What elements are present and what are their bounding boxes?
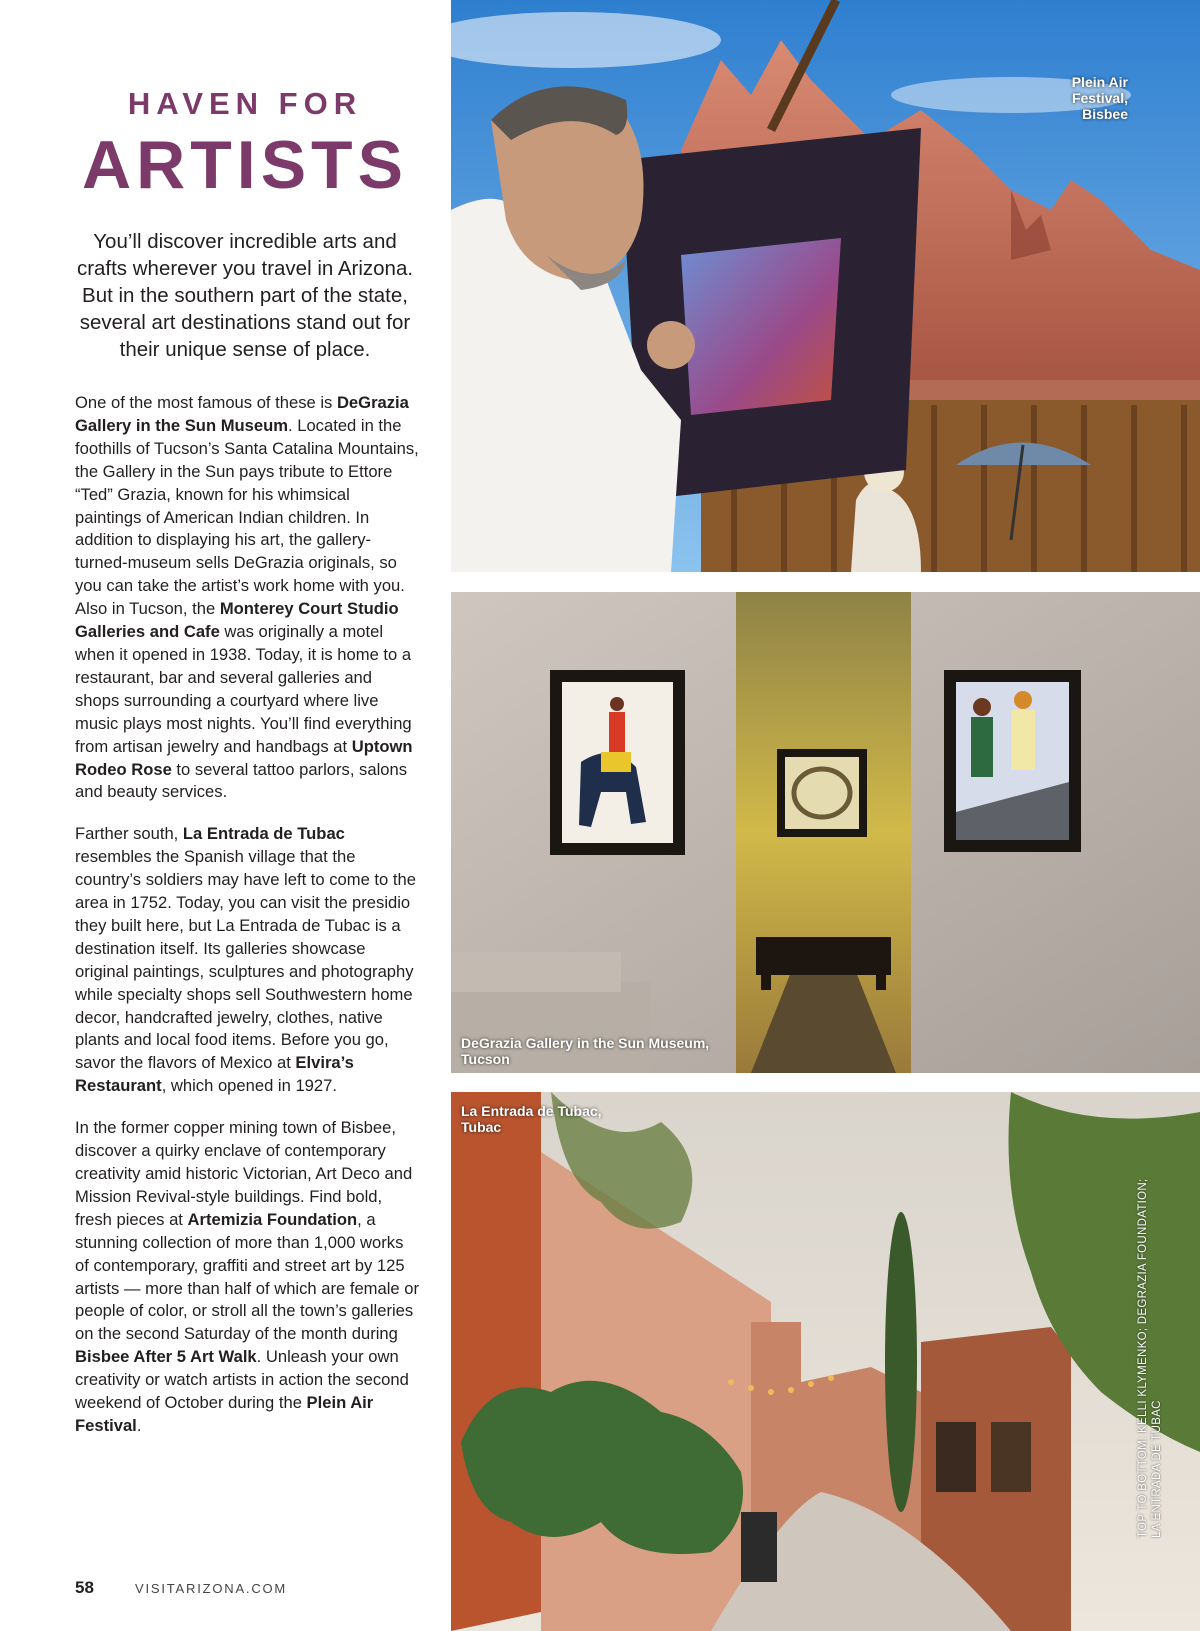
caption-line: Tucson (461, 1051, 510, 1067)
photo-caption (461, 1103, 661, 1135)
article-paragraph (75, 392, 420, 804)
caption-line: La Entrada de Tubac, (461, 1103, 602, 1119)
site-url: VISITARIZONA.COM (135, 1581, 288, 1596)
plein-air-photo (451, 0, 1200, 572)
article-paragraph (75, 823, 420, 1098)
venue-name: Monterey Court Studio Galleries and Cafe (75, 599, 399, 642)
degrazia-gallery-photo (451, 592, 1200, 1073)
text-run: was originally a motel when it opened in 1938. Today, it is home to a restaurant, bar and several galleries and shops surrounding a courtyard where live music plays most nights. You’ll find everything from artisan jewelry and handbags at (75, 622, 412, 756)
text-run: One of the most famous of these is (75, 393, 337, 412)
venue-name: Plein Air Festival (75, 1393, 374, 1435)
photo-caption (1013, 74, 1128, 122)
article-body (75, 392, 420, 1457)
venue-name: Artemizia Foundation (187, 1209, 358, 1229)
venue-name: Uptown Rodeo Rose (75, 736, 413, 779)
venue-name: Bisbee After 5 Art Walk (75, 1347, 257, 1367)
photo-credit (1136, 1158, 1164, 1538)
text-run: resembles the Spanish village that the country’s soldiers may have left to come to the area in 1752. Today, you can visit the presidio they built here, but La Entrada de Tubac is a destination itself. Its galleries showcase original paintings, sculptures and photography while specialty shops sell Southwestern home decor, handcrafted jewelry, clothes, native plants and local food items. Before you go, savor the flavors of Mexico at (75, 847, 416, 1073)
credit-line: TOP TO BOTTOM: KELLI KLYMENKO; DEGRAZIA FOUNDATION; (1137, 1178, 1149, 1538)
page-title: ARTISTS (82, 127, 408, 203)
venue-name: DeGrazia Gallery in the Sun Museum (75, 393, 409, 435)
text-run: to several tattoo parlors, salons and beauty services. (75, 759, 408, 802)
courtyard-illustration (451, 1092, 1200, 1631)
headline-kicker: HAVEN FOR (127, 86, 363, 121)
text-run: . Unleash your own creativity or watch artists in action the second weekend of October during the (75, 1347, 409, 1413)
text-run: . (136, 1415, 142, 1435)
text-run: . Located in the foothills of Tucson’s Santa Catalina Mountains, the Gallery in the Sun pays tribute to Ettore “Ted” Grazia, known for his whimsical paintings of American Indian children. In addition to displaying his art, the gallery-turned-museum sells DeGrazia originals, so you can take the artist’s work home with you. Also in Tucson, the (75, 415, 419, 619)
intro-paragraph: You’ll discover incredible arts and crafts wherever you travel in Arizona. But in the southern part of the state, several art destinations stand out for their unique sense of place. (76, 230, 414, 361)
caption-line: Tubac (461, 1119, 502, 1135)
photo-caption (461, 1035, 761, 1067)
article-paragraph (75, 1117, 420, 1438)
credit-line: LA ENTRADA DE TUBAC (1151, 1400, 1163, 1538)
gallery-illustration (451, 592, 1200, 1073)
caption-line: Plein Air Festival, (1071, 74, 1128, 106)
text-run: , a stunning collection of more than 1,000 works of contemporary, graffiti and street art by 125 artists — more than half of which are female or people of color, or stroll all the town’s galleries on the second Saturday of the month during (75, 1209, 420, 1344)
caption-line: Bisbee (1082, 106, 1128, 122)
caption-line: DeGrazia Gallery in the Sun Museum, (461, 1035, 710, 1051)
venue-name: Elvira’s Restaurant (75, 1053, 354, 1096)
tubac-courtyard-photo (451, 1092, 1200, 1631)
text-run: In the former copper mining town of Bisbee, discover a quirky enclave of contemporary creativity amid historic Victorian, Art Deco and Mission Revival-style buildings. Find bold, fresh pieces at (75, 1118, 413, 1229)
venue-name: La Entrada de Tubac (182, 824, 345, 844)
text-run: Farther south, (75, 824, 183, 844)
page-number: 58 (75, 1578, 94, 1597)
text-run: , which opened in 1927. (161, 1076, 337, 1096)
